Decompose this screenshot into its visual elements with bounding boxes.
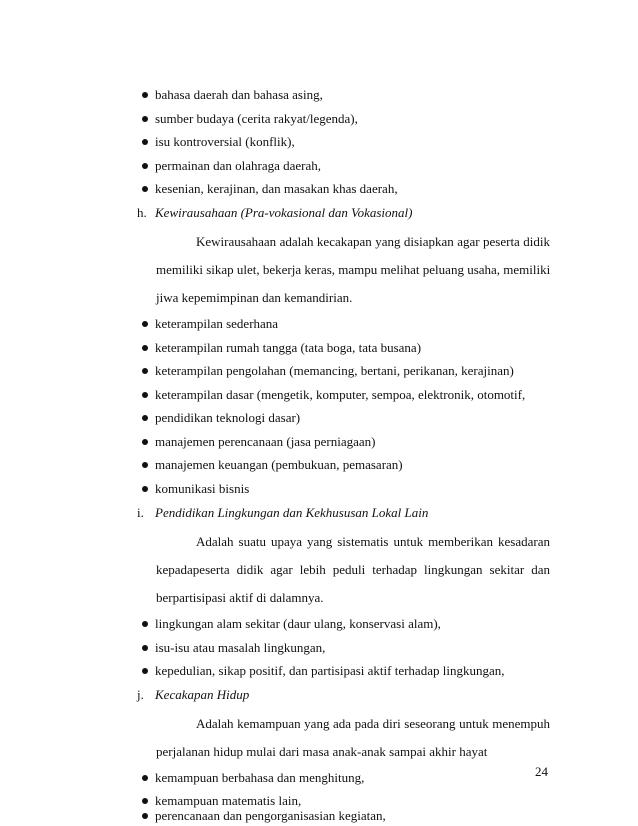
paragraph-line: kepadapeserta didik agar lebih peduli terhadap lingkungan sekitar dan [156,562,550,577]
bullet-icon [142,186,148,192]
section-heading: Kewirausahaan (Pra-vokasional dan Vokasional) [155,205,413,220]
list-item: kesenian, kerajinan, dan masakan khas daerah, [155,181,398,197]
bullet-icon [142,116,148,122]
bullet-icon [142,415,148,421]
paragraph-line: jiwa kepemimpinan dan kemandirian. [156,290,353,305]
bullet-icon [142,139,148,145]
bullet-icon [142,368,148,374]
list-item: kepedulian, sikap positif, dan partisipasi aktif terhadap lingkungan, [155,663,504,679]
bullet-icon [142,321,148,327]
section-heading: Kecakapan Hidup [155,687,250,702]
list-item: keterampilan pengolahan (memancing, bertani, perikanan, kerajinan) [155,363,514,379]
bullet-icon [142,621,148,627]
list-item: kemampuan matematis lain, [155,793,301,809]
paragraph-line: Adalah suatu upaya yang sistematis untuk memberikan kesadaran [196,534,550,549]
bullet-icon [142,668,148,674]
list-item: keterampilan rumah tangga (tata boga, tata busana) [155,340,421,356]
bullet-icon [142,462,148,468]
list-item: keterampilan dasar (mengetik, komputer, sempoa, elektronik, otomotif, [155,387,525,403]
section-heading: Pendidikan Lingkungan dan Kekhususan Lokal Lain [155,505,429,520]
bullet-icon [142,645,148,651]
bullet-icon [142,392,148,398]
section-letter: i. [137,505,144,520]
list-item: permainan dan olahraga daerah, [155,158,321,174]
list-item: isu kontroversial (konflik), [155,134,295,150]
list-item: perencanaan dan pengorganisasian kegiatan, [155,808,386,824]
list-item: komunikasi bisnis [155,481,249,497]
bullet-icon [142,775,148,781]
list-item: manajemen keuangan (pembukuan, pemasaran) [155,457,403,473]
section-letter: j. [137,687,144,702]
bullet-icon [142,345,148,351]
bullet-icon [142,798,148,804]
bullet-icon [142,486,148,492]
list-item: bahasa daerah dan bahasa asing, [155,87,323,103]
paragraph-line: Kewirausahaan adalah kecakapan yang disiapkan agar peserta didik [196,234,550,249]
paragraph-line: Adalah kemampuan yang ada pada diri seseorang untuk menempuh [196,716,550,731]
list-item: isu-isu atau masalah lingkungan, [155,640,325,656]
paragraph-line: perjalanan hidup mulai dari masa anak-anak sampai akhir hayat [156,744,488,759]
bullet-icon [142,813,148,819]
list-item: sumber budaya (cerita rakyat/legenda), [155,111,358,127]
page-number: 24 [535,764,548,779]
bullet-icon [142,92,148,98]
bullet-icon [142,163,148,169]
list-item: manajemen perencanaan (jasa perniagaan) [155,434,376,450]
list-item: keterampilan sederhana [155,316,278,332]
bullet-icon [142,439,148,445]
list-item: lingkungan alam sekitar (daur ulang, konservasi alam), [155,616,441,632]
paragraph-line: berpartisipasi aktif di dalamnya. [156,590,324,605]
list-item: pendidikan teknologi dasar) [155,410,300,426]
list-item: kemampuan berbahasa dan menghitung, [155,770,364,786]
section-letter: h. [137,205,147,220]
paragraph-line: memiliki sikap ulet, bekerja keras, mampu melihat peluang usaha, memiliki [156,262,551,277]
